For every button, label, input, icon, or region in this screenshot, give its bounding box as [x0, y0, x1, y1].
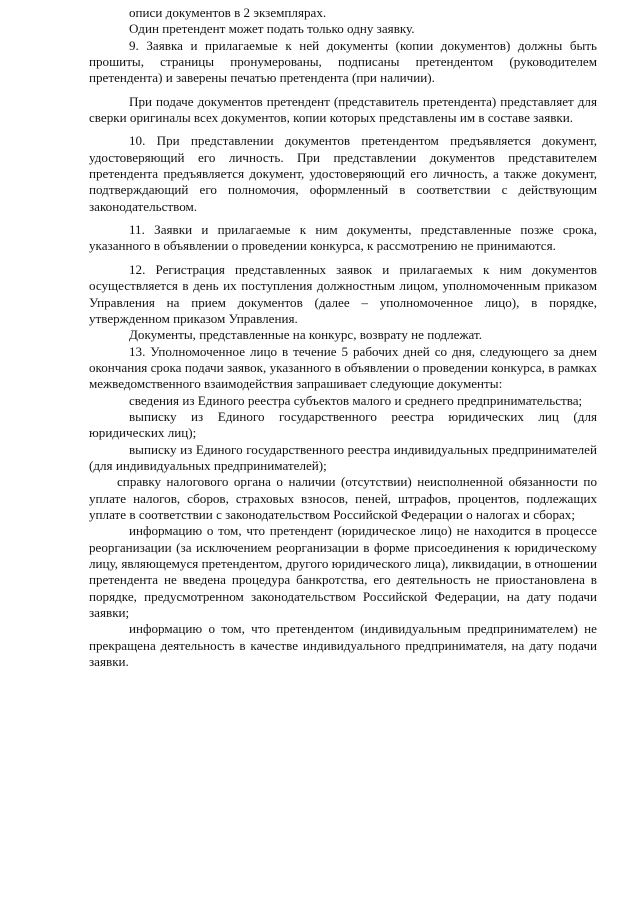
list-item-reorganization-info: информацию о том, что претендент (юридическое лицо) не находится в процессе реорганизации (за исключением реорганизации в форме присоединения к юридическому лицу, являющемуся претендентом, другого юридического лица), ликвидации, в отношении претендента не введена процедура банкротства, его деятельность не приостановлена в порядке, предусмотренном законодательством Российской Федерации, на дату подачи заявки; [89, 523, 597, 621]
document-page [89, 5, 597, 670]
paragraph-item-9: 9. Заявка и прилагаемые к ней документы (копии документов) должны быть прошиты, страницы пронумерованы, подписаны претендентом (руководителем претендента) и заверены печатью претендента (при наличии). [89, 37, 597, 86]
paragraph-item-10: 10. При представлении документов претендентом предъявляется документ, удостоверяющий его личность. При представлении документов представителем претендента предъявляется документ, удостоверяющий его личность, а также документ, подтверждающий его полномочия, оформленный в соответствии с действующим законодательством. [89, 133, 597, 214]
list-item-legal-entities-registry: выписку из Единого государственного реестра юридических лиц (для юридических лиц); [89, 408, 597, 441]
paragraph-item-12: 12. Регистрация представленных заявок и прилагаемых к ним документов осуществляется в день их поступления должностным лицом, уполномоченным приказом Управления на прием документов (далее – уполномоченное лицо), в порядке, утвержденном приказом Управления. [89, 261, 597, 326]
paragraph-originals: При подаче документов претендент (представитель претендента) представляет для сверки оригиналы всех документов, копии которых представлены им в составе заявки. [89, 93, 597, 126]
list-item-entrepreneurs-registry: выписку из Единого государственного реестра индивидуальных предпринимателей (для индивидуальных предпринимателей); [89, 441, 597, 473]
paragraph-one-application: Один претендент может подать только одну заявку. [129, 21, 415, 37]
paragraph-no-return: Документы, представленные на конкурс, возврату не подлежат. [129, 327, 482, 343]
paragraph-copies-note: описи документов в 2 экземплярах. [129, 5, 327, 20]
paragraph-item-13: 13. Уполномоченное лицо в течение 5 рабочих дней со дня, следующего за днем окончания срока подачи заявок, указанного в объявлении о проведении конкурса, в рамках межведомственного взаимодействия запрашивает следующие документы: [89, 343, 597, 392]
list-item-tax-certificate: справку налогового органа о наличии (отсутствии) неисполненной обязанности по уплате налогов, сборов, страховых взносов, пеней, штрафов, процентов, подлежащих уплате в соответствии с законодательством Российской Федерации о налогах и сборах; [89, 474, 597, 522]
paragraph-item-11: 11. Заявки и прилагаемые к ним документы, представленные позже срока, указанного в объявлении о проведении конкурса, к рассмотрению не принимаются. [89, 222, 597, 254]
list-item-entrepreneur-activity-info: информацию о том, что претендентом (индивидуальным предпринимателем) не прекращена деятельность в качестве индивидуального предпринимателя, на дату подачи заявки. [89, 621, 597, 670]
list-item-sme-registry: сведения из Единого реестра субъектов малого и среднего предпринимательства; [129, 392, 583, 408]
